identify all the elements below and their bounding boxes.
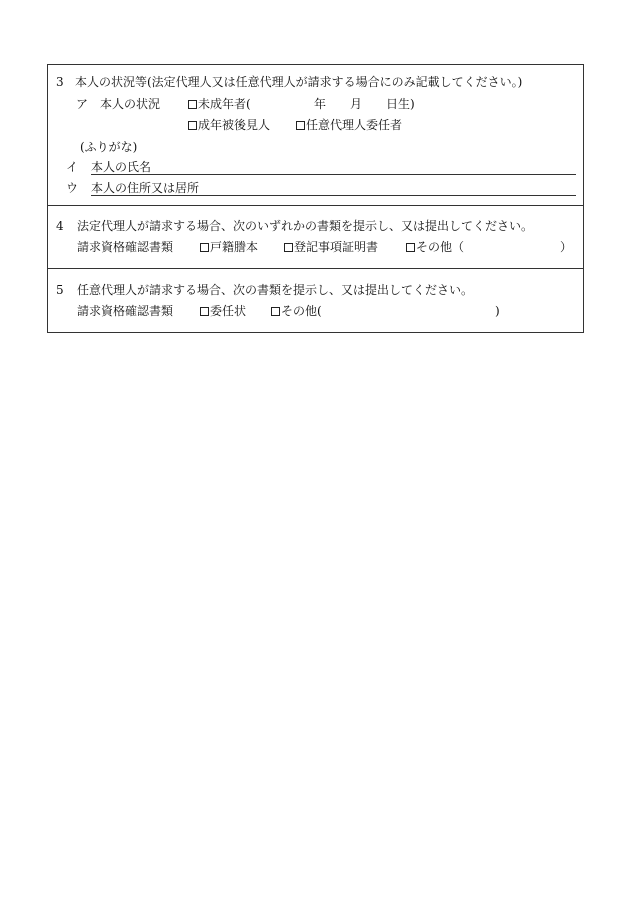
registry-certificate-label: 登記事項証明書 — [294, 240, 379, 254]
principal-label: 任意代理人委任者 — [306, 118, 403, 132]
furigana-label: (ふりがな) — [80, 140, 138, 154]
adult-ward-option[interactable] — [188, 118, 270, 132]
registry-certificate-option[interactable] — [284, 240, 378, 254]
principal-address-line[interactable] — [91, 195, 576, 196]
section-4-other-option[interactable] — [406, 240, 464, 254]
section-4-heading: 法定代理人が請求する場合、次のいずれかの書類を提示し、又は提出してください。 — [77, 219, 534, 233]
adult-ward-label: 成年被後見人 — [198, 118, 271, 132]
principal-address-label: 本人の住所又は居所 — [91, 181, 200, 195]
power-of-attorney-label: 委任状 — [210, 304, 247, 318]
section-4-other-label: その他（ — [416, 240, 465, 254]
adult-ward-checkbox[interactable] — [188, 121, 197, 130]
section-5-other-label: その他( — [281, 304, 322, 318]
principal-name-line[interactable] — [91, 174, 576, 175]
family-register-option[interactable] — [200, 240, 258, 254]
minor-label: 未成年者( — [198, 97, 251, 111]
power-of-attorney-option[interactable] — [200, 304, 246, 318]
section-4-other-checkbox[interactable] — [406, 243, 415, 252]
birth-day-label: 日生) — [386, 97, 415, 111]
section-5-number: 5 — [56, 283, 64, 297]
principal-name-label: 本人の氏名 — [91, 160, 152, 174]
family-register-checkbox[interactable] — [200, 243, 209, 252]
section-3-principal-status — [48, 65, 583, 206]
section-4-doc-label: 請求資格確認書類 — [77, 240, 174, 254]
section-5-doc-label: 請求資格確認書類 — [77, 304, 174, 318]
section-5-other-close: ) — [495, 304, 500, 318]
name-marker: イ — [66, 160, 79, 174]
section-5-other-option[interactable] — [271, 304, 322, 318]
section-3-heading: 本人の状況等(法定代理人又は任意代理人が請求する場合にのみ記載してください。) — [75, 75, 523, 89]
year-label: 年 — [314, 97, 327, 111]
minor-checkbox[interactable] — [188, 100, 197, 109]
section-5-other-checkbox[interactable] — [271, 307, 280, 316]
family-register-label: 戸籍謄本 — [210, 240, 259, 254]
section-5-heading: 任意代理人が請求する場合、次の書類を提示し、又は提出してください。 — [77, 283, 474, 297]
minor-option[interactable] — [188, 97, 251, 111]
section-4-other-close: ） — [560, 240, 573, 254]
month-label: 月 — [350, 97, 363, 111]
section-4-number: 4 — [56, 219, 64, 233]
request-form-table — [47, 64, 584, 333]
section-4-legal-representative — [48, 206, 583, 269]
section-5-voluntary-representative — [48, 269, 583, 332]
registry-certificate-checkbox[interactable] — [284, 243, 293, 252]
section-3-number: 3 — [56, 75, 64, 89]
principal-checkbox[interactable] — [296, 121, 305, 130]
address-marker: ウ — [66, 181, 79, 195]
principal-option[interactable] — [296, 118, 402, 132]
status-label: ア 本人の状況 — [76, 97, 161, 111]
power-of-attorney-checkbox[interactable] — [200, 307, 209, 316]
